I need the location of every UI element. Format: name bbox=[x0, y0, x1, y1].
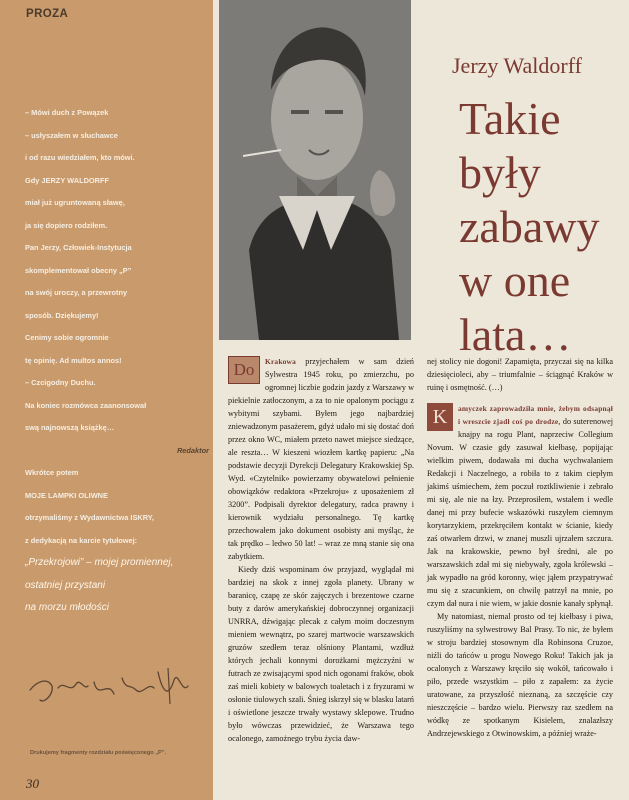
body-column-2 bbox=[427, 355, 613, 740]
paragraph-text: przyjechałem w sam dzień Sylwestra 1945 roku, po zmierzchu, po ogromnej liczbie godzin jazdy z Warszawy w piekielnie zatłoczonym, a za to nie opalonym pociągu z wybitymi szybami. Byłem jego najbardziej zniewadzonym pasażerem, gdyż udało mi się dostać doń przez okno WC, miałem przeto nawet miejsce siedzące, ale reszta… W kieszeni wiozłem kartkę papieru: „Na podstawie decyzji Dyrekcji Delegatury Krakowskiej Sp. Wyd. «Czytelnik» powierzamy obywatelowi pełnienie obowiązków redaktora «Przekroju» z uposażeniem zł 3200”. Podpisali dyrektor delegatury, radca prawny i kierownik wydziału personalnego. Tę kartkę przechowałem jako dokument osobisty ani myśląc, że tak prędko – ledwo 50 lat! – wraz ze mną stanie się ona zabytkiem. bbox=[228, 357, 414, 561]
section-label: PROZA bbox=[26, 8, 69, 20]
lead-in-smallcaps: amyczek zaprowadziła mnie, żebym odsapnął i wreszcie zjadł coś po drodze, bbox=[458, 404, 613, 426]
intro-line: – usłyszałem w słuchawce bbox=[25, 130, 118, 140]
handwritten-signature bbox=[18, 660, 198, 720]
intro-line: – Czcigodny Duchu. bbox=[25, 378, 96, 387]
drop-cap: Do bbox=[228, 356, 260, 384]
intro-line: z dedykacją na karcie tytułowej: bbox=[25, 535, 138, 545]
author-name: Jerzy Waldorff bbox=[452, 53, 582, 78]
paragraph: Kiedy dziś wspominam ów przyjazd, wyglądał mi bardziej na skok z innej zgoła planety. Ubrany w baranicę, czapę ze skór zajęczych i brezentowe czarne buty z darów amerykańskiej dobroczynnej organizacji UNRRA, dźwigając plecak z całym moim doczesnym mieniem wewnątrz, po szarej martwocie warszawskich gruzów szedłem teraz olśniony Plantami, wzdłuż których jechali konnymi dorożkami mężczyźni w futrach ze zwisającymi spod nich ogonami fraków, obok zaś mieli kobiety w balowych toaletach i z fryzurami w osłonie tiulowych szali. Śnieg iskrzył się w blasku latarń i oświetlone jeszcze trwały wystawy sklepowe. Trudno było wówczas przewidzieć, że Warszawa tego ocalonego, zamożnego trybu życia daw- bbox=[228, 565, 414, 743]
body-column-1 bbox=[228, 355, 414, 745]
lead-in-smallcaps: Krakowa bbox=[265, 357, 296, 366]
editorial-intro bbox=[25, 102, 211, 620]
paragraph bbox=[427, 402, 613, 610]
intro-line: – Mówi duch z Powązek bbox=[25, 108, 109, 117]
drop-cap: K bbox=[427, 403, 453, 431]
intro-line: otrzymaliśmy z Wydawnictwa ISKRY, bbox=[25, 513, 154, 522]
intro-line: swą najnowszą książkę… bbox=[25, 423, 115, 432]
dedication-line: na morzu młodości bbox=[25, 602, 109, 613]
title-line: były bbox=[459, 147, 541, 198]
title-line: w one bbox=[459, 255, 571, 306]
title-line: Takie bbox=[459, 93, 561, 144]
portrait-silhouette bbox=[219, 0, 411, 340]
article-title bbox=[459, 92, 599, 362]
intro-line: na swój uroczy, a przewrotny bbox=[25, 288, 128, 297]
editor-signoff: Redaktor bbox=[176, 445, 209, 455]
title-line: lata… bbox=[459, 309, 572, 360]
intro-line: Na koniec rozmówca zaanonsował bbox=[25, 400, 147, 410]
intro-line: sposób. Dziękujemy! bbox=[25, 310, 99, 320]
page-number: 30 bbox=[26, 776, 39, 791]
photo-caption: Drukujemy fragmenty rozdziału poświęconego „P”. bbox=[30, 750, 167, 756]
paragraph-text: do suterenowej knajpy na rogu Plant, naprzeciw Collegium Novum. W czasie gdy zasuwał kiełbasę, popijając wielkim piwem, dodawała mi ducha wychwalaniem Redakcji i Naczelnego, a robiła to z takim ciepłym jakimś uśmiechem, żem poczuł roztkliwienie i zebrało mi się, ale nie na łzy. Przeprosiłem, wstałem i wedle danej mi przy bufecie wskazówki ruszyłem ciemnym korytarzykiem, przekręciłem kontakt w ścianie, kiedy zaś otwarłem drzwi, w znanej muszli ujrzałem szczura. Jak na krakowskie, pewno był średni, ale po warszawskich zdał mi się niebywały, zgoła królewski – jak wypadło na gród koronny, więc jąłem przypatrywać mu się z szacunkiem, on chwilę patrzył na mnie, po czym dał nura i nie wiem, w jakie dosnie kanały spłynął. bbox=[427, 417, 613, 608]
intro-line: Wkrótce potem bbox=[25, 468, 79, 477]
intro-line: Gdy JERZY WALDORFF bbox=[25, 175, 110, 185]
dedication-line: „Przekrojowi” – mojej promiennej, bbox=[25, 557, 174, 568]
paragraph: nej stolicy nie dogoni! Zapamięta, przyczai się na kilka dziesięcioleci, aby – triumfalnie – ściągnąć Kraków w ruinę i osmętność. (…) bbox=[427, 357, 613, 392]
intro-line: skomplementował obecny „P” bbox=[25, 265, 132, 275]
intro-line: Pan Jerzy, Człowiek-Instytucja bbox=[25, 243, 132, 252]
intro-line: Cenimy sobie ogromnie bbox=[25, 333, 109, 342]
paragraph: My natomiast, niemal prosto od tej kiełbasy i piwa, ruszyliśmy na sylwestrowy Bal Prasy. To nic, że byłem w stroju bardziej stosownym dla Robinsona Cruzoe, niźli do tańców u progu Nowego Roku! Takich jak ja ocalonych z Warszawy kręciło się wokół, tańcowało i piło, przede wszystkim – piło z zapałem: za życie uratowane, za przyszłość nieznaną, za szczęście czy nieszczęście – bardzo wielu. Pierwszy raz szedłem na wódkę ze spotkanym Kisielem, znalazłszy Andrzejewskiego z Otwinowskim, a później wraże- bbox=[427, 612, 613, 738]
author-portrait-photo bbox=[219, 0, 411, 340]
intro-line: miał już ugruntowaną sławę, bbox=[25, 198, 125, 207]
title-line: zabawy bbox=[459, 201, 600, 252]
intro-line: ja się dopiero rodziłem. bbox=[25, 220, 108, 230]
intro-line: i od razu wiedziałem, kto mówi. bbox=[25, 153, 135, 162]
intro-line: MOJE LAMPKI OLIWNE bbox=[25, 490, 108, 500]
intro-line: tę opinię. Ad multos annos! bbox=[25, 355, 122, 365]
dedication-line: ostatniej przystani bbox=[25, 579, 106, 591]
paragraph bbox=[228, 355, 414, 563]
